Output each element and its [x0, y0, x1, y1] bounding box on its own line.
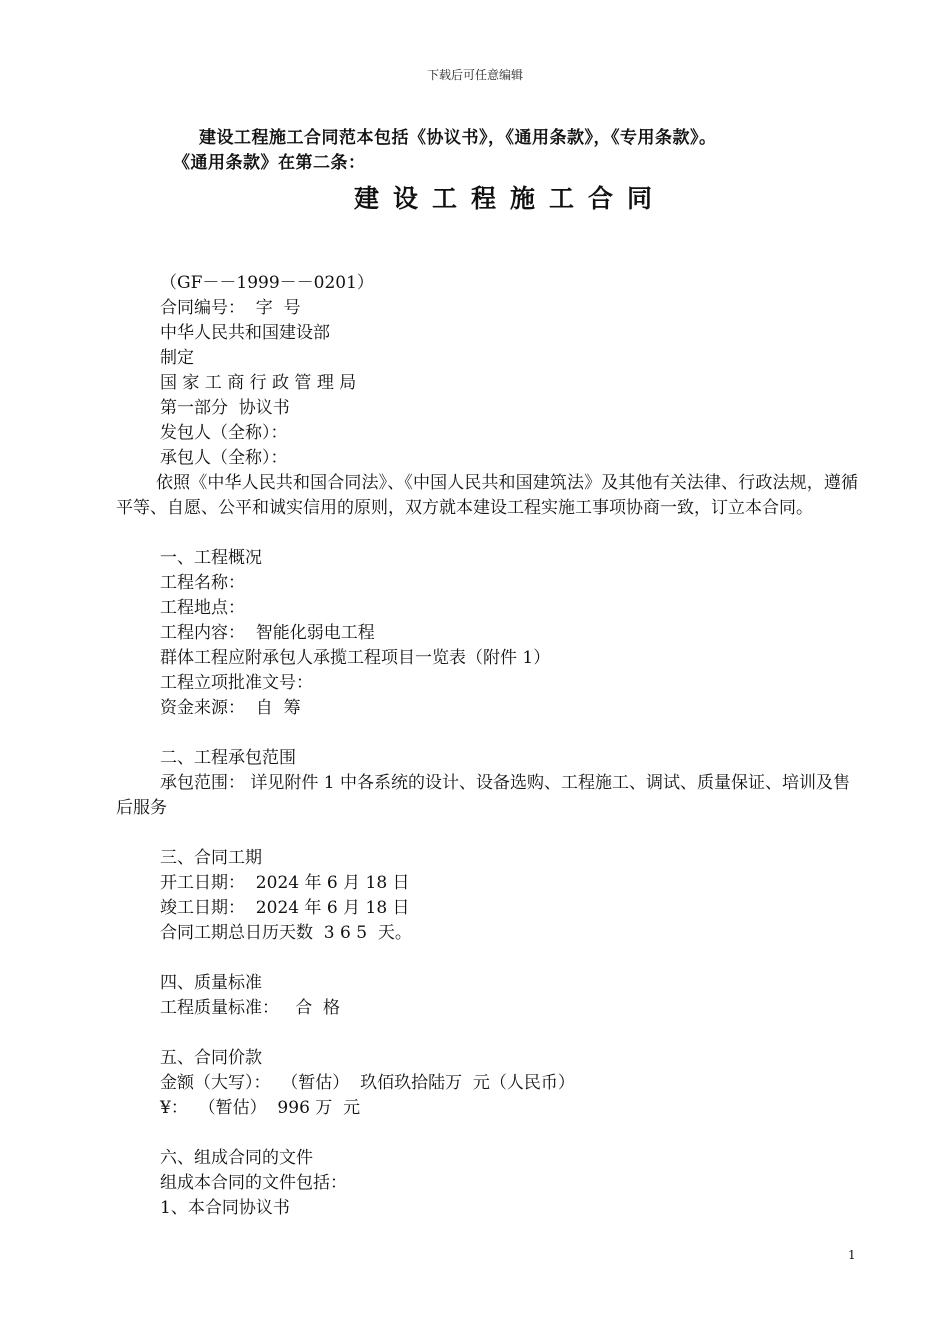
document-item-1: 1、本合同协议书 — [160, 1198, 290, 1218]
employer-field: 发包人（全称）： — [160, 423, 288, 443]
funding-source-field: 资金来源： 自 筹 — [160, 698, 301, 718]
section-6-heading: 六、组成合同的文件 — [160, 1148, 313, 1168]
project-location-field: 工程地点： — [160, 598, 245, 618]
group-project-note: 群体工程应附承包人承揽工程项目一览表（附件 1） — [160, 648, 551, 668]
project-name-field: 工程名称： — [160, 573, 245, 593]
total-days-field: 合同工期总日历天数 3 6 5 天。 — [160, 923, 412, 943]
contractor-field: 承包人（全称）： — [160, 448, 288, 468]
start-date-field: 开工日期： 2024 年 6 月 18 日 — [160, 873, 410, 893]
section-3-heading: 三、合同工期 — [160, 848, 262, 868]
section-1-heading: 一、工程概况 — [160, 548, 262, 568]
part-one-heading: 第一部分 协议书 — [160, 398, 290, 418]
project-content-field: 工程内容： 智能化弱电工程 — [160, 623, 375, 643]
intro-line-1: 建设工程施工合同范本包括《协议书》，《通用条款》，《专用条款》。 — [199, 128, 717, 148]
contract-number: 合同编号： 字 号 — [160, 298, 301, 318]
section-5-heading: 五、合同价款 — [160, 1048, 262, 1068]
document-title: 建设工程施工合同 — [353, 184, 666, 213]
documents-intro: 组成本合同的文件包括： — [160, 1173, 347, 1193]
bureau-name: 国 家 工 商 行 政 管 理 局 — [160, 373, 357, 393]
standard-code: （GF－－1999－－0201） — [160, 273, 374, 293]
page-number: 1 — [848, 1248, 856, 1262]
amount-in-words-field: 金额（大写）： （暂估） 玖佰玖拾陆万 元（人民币） — [160, 1073, 575, 1093]
made-label: 制定 — [160, 348, 194, 368]
amount-in-numbers-field: ¥： （暂估） 996 万 元 — [160, 1098, 361, 1118]
scope-paragraph: 承包范围： 详见附件 1 中各系统的设计、设备选购、工程施工、调试、质量保证、培训及售后服务 — [116, 773, 851, 818]
quality-standard-field: 工程质量标准： 合 格 — [160, 998, 341, 1018]
header-note: 下载后可任意编辑 — [426, 68, 523, 82]
section-2-heading: 二、工程承包范围 — [160, 748, 296, 768]
preamble-paragraph: 依照《中华人民共和国合同法》、《中国人民共和国建筑法》及其他有关法律、行政法规，遵循平等、自愿、公平和诚实信用的原则，双方就本建设工程实施工事项协商一致，订立本合同。 — [116, 473, 858, 518]
intro-line-2: 《通用条款》在第二条： — [173, 153, 366, 173]
ministry-name: 中华人民共和国建设部 — [160, 323, 330, 343]
document-body — [116, 271, 858, 1221]
approval-number-field: 工程立项批准文号： — [160, 673, 313, 693]
section-4-heading: 四、质量标准 — [160, 973, 262, 993]
end-date-field: 竣工日期： 2024 年 6 月 18 日 — [160, 898, 410, 918]
